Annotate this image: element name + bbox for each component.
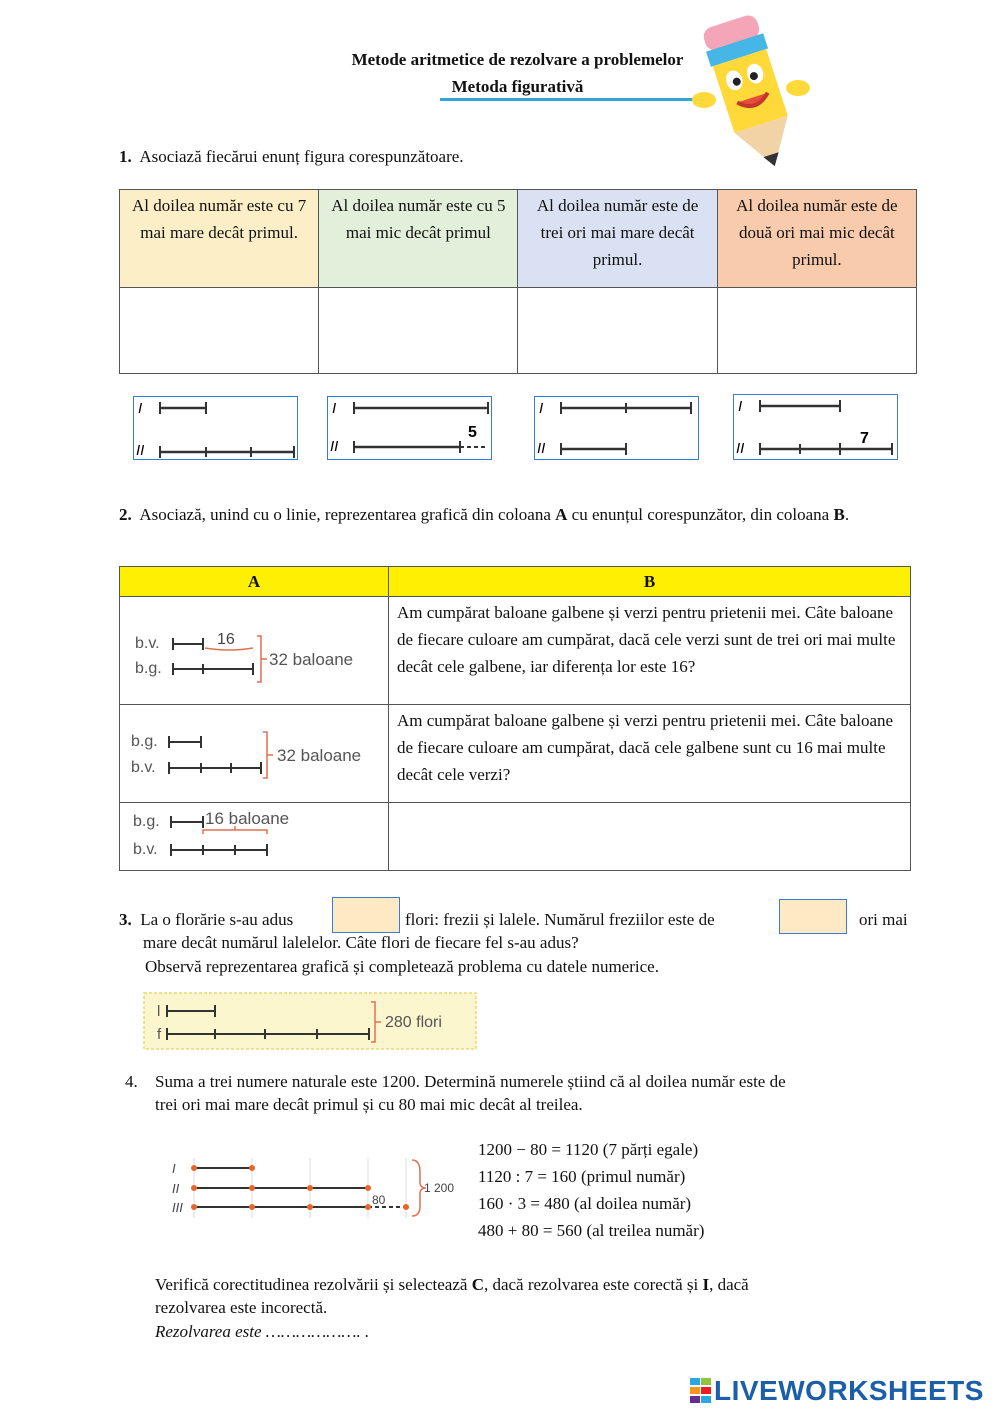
q4-number: 4.: [125, 1072, 138, 1091]
q4-fig-diff: 80: [372, 1193, 386, 1207]
q2-fig1-label2: b.g.: [135, 660, 162, 677]
q4-verify-i: I: [702, 1275, 710, 1294]
q4-answer-field[interactable]: Rezolvarea este ………………. .: [155, 1322, 370, 1341]
q2-table: [119, 566, 911, 871]
q3-text-line3: Observă reprezentarea grafică și completează problema cu datele numerice.: [145, 957, 659, 976]
q1-figure-3[interactable]: [534, 396, 699, 460]
liveworksheets-logo-icon: [690, 1378, 712, 1404]
q4-fig-label2: II: [172, 1181, 180, 1196]
q1-prompt: [119, 145, 464, 168]
q1-figure-1[interactable]: [133, 396, 298, 460]
q4-text-line2: trei ori mai mare decât primul și cu 80 mai mic decât al treilea.: [155, 1095, 583, 1114]
q2-fig-2: [121, 706, 381, 796]
fig4-label-1: I: [738, 398, 743, 415]
q2-fig2-label1: b.g.: [131, 733, 158, 750]
q4-verify-line1: Verifică corectitudinea rezolvării și selectează C, dacă rezolvarea este corectă și I, dacă: [155, 1275, 749, 1294]
q3-text-2: flori: frezii și lalele. Numărul freziilor este de: [405, 910, 715, 929]
q3-line1-start: [119, 908, 293, 931]
fig2-number: 5: [468, 424, 477, 441]
q2-text-1: Asociază, unind cu o linie, reprezentarea grafică din coloana: [139, 505, 556, 524]
q1-table: [119, 189, 917, 374]
q3-text-line2: mare decât numărul lalelelor. Câte flori de fiecare fel s-au adus?: [143, 933, 579, 952]
q3-fig-label2: f: [157, 1026, 162, 1043]
q1-cell-statement-2: Al doilea număr este cu 5 mai mic decât primul: [319, 190, 518, 288]
q4-solution-step-1: 1200 − 80 = 1120 (7 părți egale): [478, 1140, 699, 1159]
q2-fig-3: [121, 804, 381, 864]
q2-fig-1: [121, 598, 381, 698]
q3-fig-label1: l: [157, 1003, 161, 1020]
q1-text: Asociază fiecărui enunț figura corespunzătoare.: [139, 147, 464, 166]
liveworksheets-logo: [690, 1376, 990, 1406]
q2-header-b: B: [389, 567, 911, 597]
q3-number: 3.: [119, 910, 132, 929]
q2-row2-figure[interactable]: [120, 705, 389, 803]
q2-header-a: A: [120, 567, 389, 597]
q2-row3-statement[interactable]: [389, 803, 911, 871]
fig2-label-2: II: [330, 438, 339, 455]
q3-input-total[interactable]: [332, 897, 400, 933]
q1-drop-zone-4[interactable]: [717, 288, 916, 374]
q1-cell-statement-4: Al doilea număr este de două ori mai mic decât primul.: [717, 190, 916, 288]
q4-fig-label1: I: [172, 1161, 176, 1176]
q4-solution-step-3: 160 · 3 = 480 (al doilea număr): [478, 1194, 692, 1213]
q2-fig3-label2: b.v.: [133, 841, 158, 858]
q1-figure-2[interactable]: [327, 396, 492, 460]
liveworksheets-logo-text: LIVEWORKSHEETS: [714, 1375, 984, 1406]
q1-cell-statement-3: Al doilea număr este de trei ori mai mare decât primul.: [518, 190, 717, 288]
q2-fig1-total: 32 baloane: [269, 650, 354, 669]
q4-fig-label3: III: [172, 1200, 183, 1215]
q3-text-3: ori mai: [859, 910, 908, 929]
q2-text-2: cu enunțul corespunzător, din coloana: [567, 505, 834, 524]
q2-row1-statement[interactable]: Am cumpărat baloane galbene și verzi pentru prietenii mei. Câte baloane de fiecare culoare am cumpărat, dacă cele verzi sunt de trei ori mai multe decât cele galbene, iar diferența lor este 16?: [389, 597, 911, 705]
q2-fig3-label1: b.g.: [133, 813, 160, 830]
q4-figure: [160, 1156, 460, 1222]
q2-text-3: .: [844, 505, 850, 524]
fig3-label-2: II: [537, 440, 546, 457]
fig4-label-2: II: [736, 440, 745, 457]
q3-fig-total: 280 flori: [385, 1014, 442, 1031]
q1-cell-statement-1: Al doilea număr este cu 7 mai mare decât primul.: [120, 190, 319, 288]
page-subtitle: Metoda figurativă: [451, 77, 584, 96]
q1-drop-zone-2[interactable]: [319, 288, 518, 374]
q3-figure: [143, 992, 477, 1050]
q2-row1-figure[interactable]: [120, 597, 389, 705]
q2-prompt: [119, 503, 917, 526]
q2-fig2-label2: b.v.: [131, 759, 156, 776]
pencil-hand-left: [692, 92, 716, 108]
q3-input-ratio[interactable]: [779, 899, 847, 934]
q1-figure-4[interactable]: [733, 394, 898, 460]
pencil-hand-right: [786, 80, 810, 96]
q4-fig-total: 1 200: [424, 1181, 455, 1195]
title-underline: [440, 98, 702, 101]
fig1-label-1: I: [138, 400, 143, 417]
page-title: Metode aritmetice de rezolvare a problemelor: [351, 50, 684, 69]
q2-fig3-total: 16 baloane: [205, 809, 290, 828]
fig2-label-1: I: [332, 400, 337, 417]
fig1-label-2: II: [136, 442, 145, 459]
q3-text-1: La o florărie s-au adus: [140, 910, 294, 929]
q4-text-line1: Suma a trei numere naturale este 1200. Determină numerele știind că al doilea număr este de: [155, 1072, 786, 1091]
q2-text-b: B: [833, 505, 845, 524]
q2-number: 2.: [119, 505, 132, 524]
q1-number: 1.: [119, 147, 132, 166]
q1-drop-zone-1[interactable]: [120, 288, 319, 374]
q4-verify-c: C: [471, 1275, 484, 1294]
q2-text-a: A: [555, 505, 568, 524]
q4-solution: [478, 1136, 704, 1244]
q2-fig1-diff: 16: [217, 631, 235, 648]
fig4-number: 7: [860, 430, 869, 447]
q2-fig2-total: 32 baloane: [277, 746, 362, 765]
q4-verify-line2: rezolvarea este incorectă.: [155, 1298, 328, 1317]
pencil-mascot-icon: [690, 10, 810, 170]
q1-drop-zone-3[interactable]: [518, 288, 717, 374]
q2-fig1-label1: b.v.: [135, 635, 160, 652]
q2-row3-figure[interactable]: [120, 803, 389, 871]
q4-solution-step-2: 1120 : 7 = 160 (primul număr): [478, 1167, 686, 1186]
fig3-label-1: I: [539, 400, 544, 417]
q2-row2-statement[interactable]: Am cumpărat baloane galbene și verzi pentru prietenii mei. Câte baloane de fiecare culoare am cumpărat, dacă cele galbene sunt cu 16 mai multe decât cele verzi?: [389, 705, 911, 803]
q4-solution-step-4: 480 + 80 = 560 (al treilea număr): [478, 1221, 705, 1240]
